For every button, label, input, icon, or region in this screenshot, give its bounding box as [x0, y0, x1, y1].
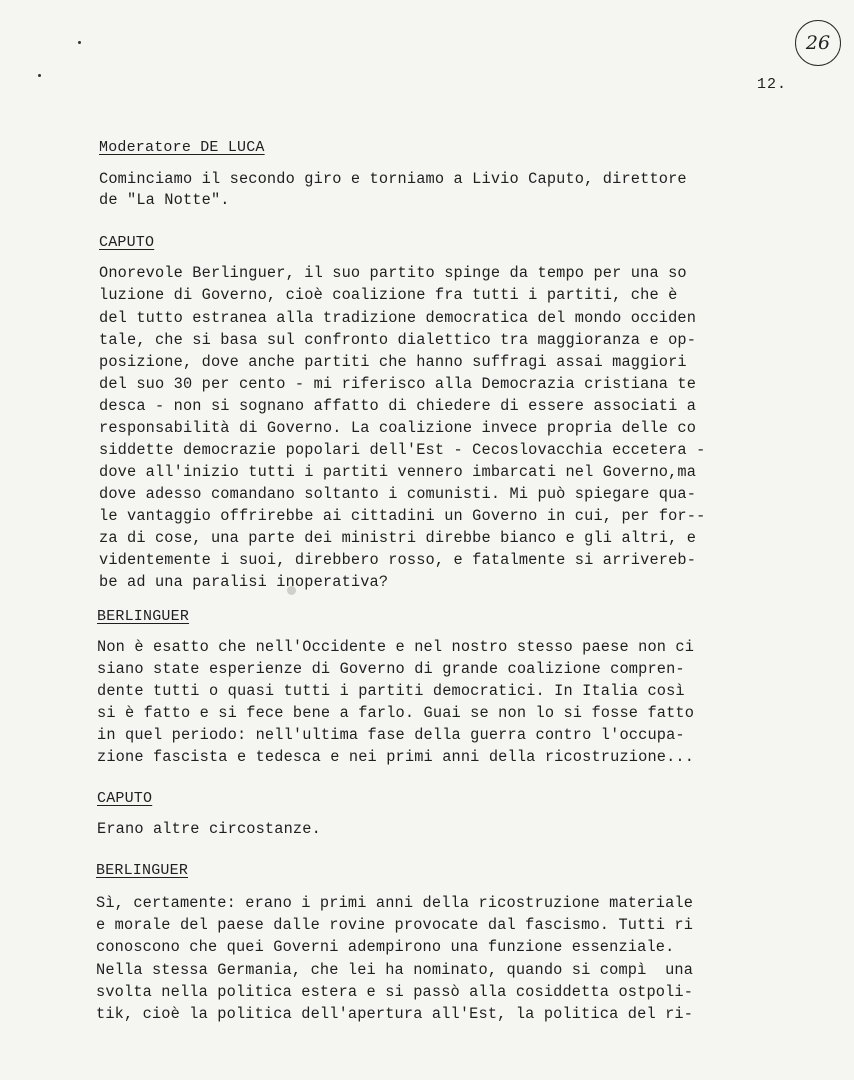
- text-line: Non è esatto che nell'Occidente e nel nostro stesso paese non ci: [97, 638, 695, 656]
- text-line: responsabilità di Governo. La coalizione invece propria delle co: [99, 419, 697, 437]
- text-line: dente tutti o quasi tutti i partiti democratici. In Italia così: [97, 682, 685, 700]
- text-line: videntemente i suoi, direbbero rosso, e fatalmente si arrivereb-: [99, 551, 697, 569]
- text-line: siano state esperienze di Governo di grande coalizione compren-: [97, 660, 685, 678]
- text-line: tik, cioè la politica dell'apertura all'Est, la politica del ri-: [96, 1005, 694, 1023]
- text-line: za di cose, una parte dei ministri direbbe bianco e gli altri, e: [99, 529, 697, 547]
- speaker-label: CAPUTO: [99, 234, 155, 251]
- text-line: dove adesso comandano soltanto i comunisti. Mi può spiegare qua-: [99, 485, 697, 503]
- speaker-label: BERLINGUER: [96, 862, 189, 879]
- text-line: desca - non si sognano affatto di chiedere di essere associati a: [99, 397, 697, 415]
- stamp-number: 26: [805, 32, 831, 54]
- ink-speck: [38, 74, 41, 77]
- text-line: zione fascista e tedesca e nei primi anni della ricostruzione...: [97, 748, 695, 766]
- text-line: conoscono che quei Governi adempirono una funzione essenziale.: [96, 938, 675, 956]
- text-line: be ad una paralisi inoperativa?: [99, 573, 389, 591]
- text-line: tale, che si basa sul confronto dialettico tra maggioranza e op-: [99, 331, 697, 349]
- text-line: del suo 30 per cento - mi riferisco alla Democrazia cristiana te: [99, 375, 697, 393]
- text-line: si è fatto e si fece bene a farlo. Guai se non lo si fosse fatto: [97, 704, 695, 722]
- speaker-label: Moderatore DE LUCA: [99, 139, 265, 156]
- text-line: luzione di Governo, cioè coalizione fra tutti i partiti, che è: [99, 286, 678, 304]
- page-number: 12.: [757, 76, 788, 93]
- text-line: Cominciamo il secondo giro e torniamo a Livio Caputo, direttore: [99, 170, 687, 188]
- text-line: Nella stessa Germania, che lei ha nominato, quando si compì una: [96, 961, 694, 979]
- text-line: posizione, dove anche partiti che hanno suffragi assai maggiori: [99, 353, 687, 371]
- text-line: del tutto estranea alla tradizione democratica del mondo occiden: [99, 309, 697, 327]
- speaker-label: BERLINGUER: [97, 608, 190, 625]
- text-line: svolta nella politica estera e si passò alla cosiddetta ostpoli-: [96, 983, 694, 1001]
- text-line: e morale del paese dalle rovine provocate dal fascismo. Tutti ri: [96, 916, 694, 934]
- text-line: de "La Notte".: [99, 191, 230, 209]
- page-stamp: [795, 20, 841, 66]
- ink-speck: [78, 41, 81, 44]
- text-line: in quel periodo: nell'ultima fase della guerra contro l'occupa-: [97, 726, 685, 744]
- text-line: le vantaggio offrirebbe ai cittadini un Governo in cui, per for--: [99, 507, 706, 525]
- text-line: dove all'inizio tutti i partiti vennero imbarcati nel Governo,ma: [99, 463, 697, 481]
- text-line: Onorevole Berlinguer, il suo partito spinge da tempo per una so: [99, 264, 687, 282]
- text-line: Erano altre circostanze.: [97, 820, 321, 838]
- text-line: Sì, certamente: erano i primi anni della ricostruzione materiale: [96, 894, 694, 912]
- text-line: siddette democrazie popolari dell'Est - Cecoslovacchia eccetera -: [99, 441, 706, 459]
- speaker-label: CAPUTO: [97, 790, 153, 807]
